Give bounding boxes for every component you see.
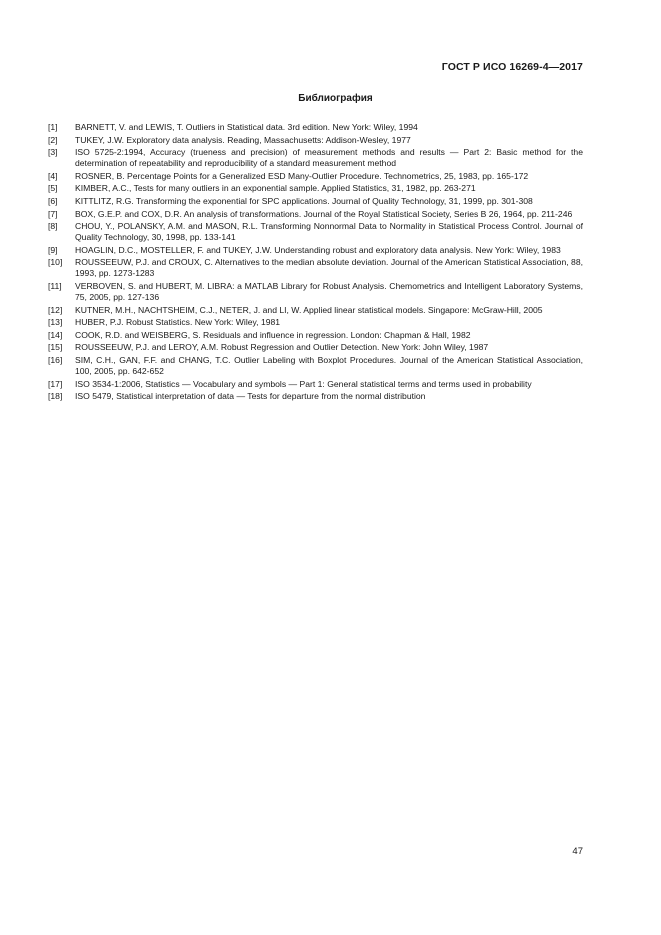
reference-number: [15] bbox=[48, 342, 63, 353]
reference-text: BARNETT, V. and LEWIS, T. Outliers in Statistical data. 3rd edition. New York: Wiley, 1994 bbox=[75, 122, 418, 132]
reference-text: KUTNER, M.H., NACHTSHEIM, C.J., NETER, J. and LI, W. Applied linear statistical models. Singapore: McGraw-Hill, 2005 bbox=[75, 304, 543, 315]
reference-item bbox=[48, 281, 583, 303]
reference-text: BOX, G.E.P. and COX, D.R. An analysis of transformations. Journal of the Royal Statistical Society, Series B 26, 1964, pp. 211-246 bbox=[75, 208, 573, 219]
reference-item bbox=[48, 135, 583, 146]
reference-number: [10] bbox=[48, 257, 63, 268]
reference-number: [11] bbox=[48, 280, 62, 291]
reference-item bbox=[48, 355, 583, 377]
reference-item bbox=[48, 196, 583, 207]
reference-text: TUKEY, J.W. Exploratory data analysis. Reading, Massachusetts: Addison-Wesley, 1977 bbox=[75, 134, 411, 145]
reference-number: [4] bbox=[48, 170, 58, 181]
reference-item bbox=[48, 122, 583, 133]
reference-text: ROUSSEEUW, P.J. and CROUX, C. Alternatives to the median absolute deviation. Journal of the American Statistical Association, 88, 1993, pp. 1273-1283 bbox=[75, 257, 583, 279]
reference-item bbox=[48, 342, 583, 353]
reference-item bbox=[48, 147, 583, 169]
reference-number: [1] bbox=[48, 122, 58, 132]
page-number: 47 bbox=[572, 846, 583, 857]
reference-text: ROSNER, B. Percentage Points for a Generalized ESD Many-Outlier Procedure. Technometrics, 25, 1983, pp. 165-172 bbox=[75, 170, 529, 181]
reference-number: [9] bbox=[48, 244, 58, 255]
reference-item bbox=[48, 391, 583, 402]
reference-text: CHOU, Y., POLANSKY, A.M. and MASON, R.L. Transforming Nonnormal Data to Normality in Statistical Process Control. Journal of Quality Technology, 30, 1998, pp. 133-141 bbox=[75, 221, 583, 243]
reference-item bbox=[48, 305, 583, 316]
reference-number: [18] bbox=[48, 391, 63, 402]
reference-item bbox=[48, 245, 583, 256]
reference-text: KIMBER, A.C., Tests for many outliers in an exponential sample. Applied Statistics, 31, 1982, pp. 263-271 bbox=[75, 183, 476, 194]
reference-item bbox=[48, 317, 583, 328]
reference-item bbox=[48, 209, 583, 220]
reference-number: [6] bbox=[48, 195, 58, 206]
reference-item bbox=[48, 171, 583, 182]
reference-text: VERBOVEN, S. and HUBERT, M. LIBRA: a MATLAB Library for Robust Analysis. Chemometrics and Intelligent Laboratory Systems, 75, 2005, pp. 127-136 bbox=[75, 280, 583, 302]
reference-text: ISO 5725-2:1994, Accuracy (trueness and precision) of measurement methods and results — Part 2: Basic method for the determination of repeatability and reproducibility of a standard measurement method bbox=[75, 147, 583, 169]
reference-number: [7] bbox=[48, 208, 58, 219]
reference-number: [12] bbox=[48, 304, 63, 315]
reference-number: [5] bbox=[48, 183, 58, 194]
reference-text: HOAGLIN, D.C., MOSTELLER, F. and TUKEY, J.W. Understanding robust and exploratory data analysis. New York: Wiley, 1983 bbox=[75, 244, 561, 255]
reference-text: ISO 5479, Statistical interpretation of data — Tests for departure from the normal distribution bbox=[75, 391, 426, 402]
reference-text: ISO 3534-1:2006, Statistics — Vocabulary and symbols — Part 1: General statistical terms and terms used in probability bbox=[75, 378, 532, 389]
reference-text: ROUSSEEUW, P.J. and LEROY, A.M. Robust Regression and Outlier Detection. New York: John Wiley, 1987 bbox=[75, 342, 489, 353]
reference-number: [16] bbox=[48, 354, 63, 365]
reference-text: KITTLITZ, R.G. Transforming the exponential for SPC applications. Journal of Quality Technology, 31, 1999, pp. 301-308 bbox=[75, 195, 533, 206]
reference-item bbox=[48, 183, 583, 194]
reference-number: [13] bbox=[48, 317, 63, 328]
reference-list bbox=[48, 122, 583, 404]
reference-item bbox=[48, 330, 583, 341]
reference-number: [8] bbox=[48, 221, 58, 232]
reference-item bbox=[48, 379, 583, 390]
reference-number: [2] bbox=[48, 134, 58, 145]
bibliography-title: Библиография bbox=[298, 93, 373, 104]
reference-item bbox=[48, 257, 583, 279]
reference-text: HUBER, P.J. Robust Statistics. New York: Wiley, 1981 bbox=[75, 317, 281, 328]
reference-text: SIM, C.H., GAN, F.F. and CHANG, T.C. Outlier Labeling with Boxplot Procedures. Journal of the American Statistical Association, 100, 2005, pp. 642-652 bbox=[75, 354, 583, 376]
reference-number: [17] bbox=[48, 378, 63, 389]
document-id-header: ГОСТ Р ИСО 16269-4—2017 bbox=[441, 61, 583, 73]
reference-number: [14] bbox=[48, 329, 63, 340]
reference-item bbox=[48, 221, 583, 243]
reference-text: COOK, R.D. and WEISBERG, S. Residuals and influence in regression. London: Chapman & Hall, 1982 bbox=[75, 329, 471, 340]
reference-number: [3] bbox=[48, 147, 58, 158]
